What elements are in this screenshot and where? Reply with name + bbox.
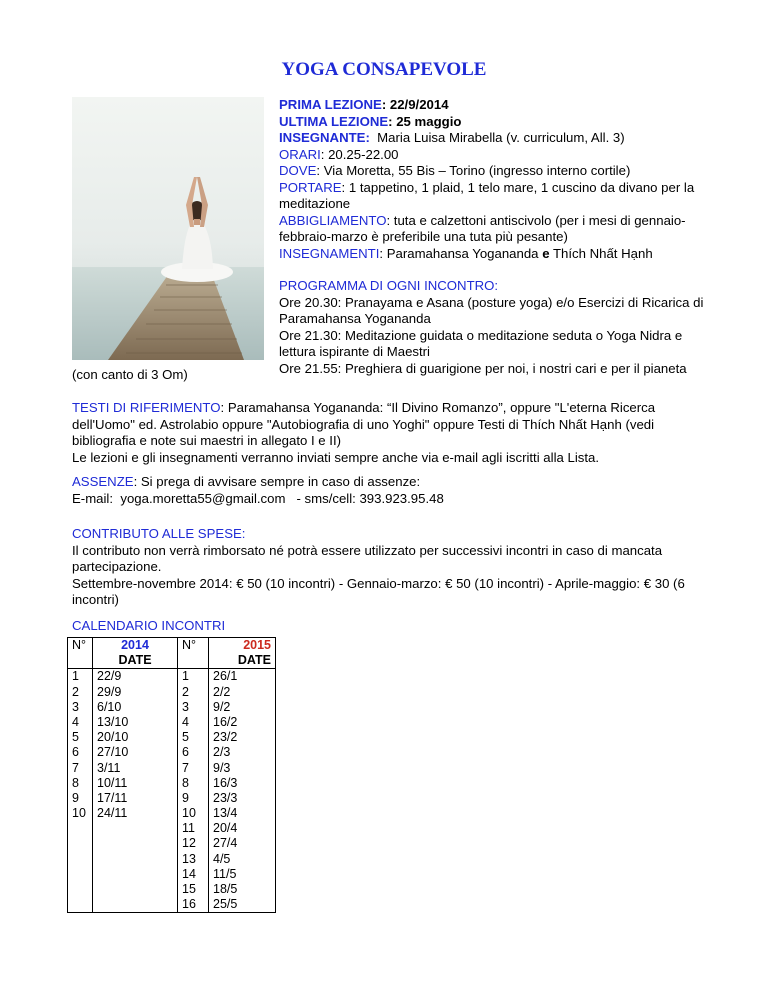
contributo-text: Il contributo non verrà rimborsato né potrà essere utilizzato per successivi incontri in caso di mancata partecipazione.	[72, 542, 663, 574]
calendar-date-2015: 23/3	[213, 790, 238, 805]
insegnamenti: INSEGNAMENTI: Paramahansa Yogananda e Thích Nhất Hạnh	[279, 245, 653, 261]
calendar-date-2014: 22/9	[97, 669, 122, 684]
calendar-date-2014: 3/11	[97, 760, 121, 775]
calendar-number-2014: 3	[72, 699, 79, 714]
calendar-number-2015: 8	[182, 775, 189, 790]
calendar-date-2014: 10/11	[97, 775, 128, 790]
contributo-section	[72, 526, 712, 609]
calendar-date-2014: 24/11	[97, 806, 128, 821]
calendar-number-2015: 2	[182, 684, 189, 699]
calendar-number-2014: 8	[72, 775, 79, 790]
numbers-2014	[68, 669, 93, 913]
calendar-date-2015: 27/4	[213, 836, 238, 851]
portare: PORTARE: 1 tappetino, 1 plaid, 1 telo mare, 1 cuscino da divano per la meditazione	[279, 179, 695, 211]
orari: ORARI: 20.25-22.00	[279, 146, 399, 162]
programma-continuation: (con canto di 3 Om)	[72, 367, 188, 382]
calendar-date-2014: 17/11	[97, 790, 128, 805]
col-date-header-2014: 2014 DATE	[93, 638, 178, 669]
dove: DOVE: Via Moretta, 55 Bis – Torino (ingresso interno cortile)	[279, 163, 631, 178]
col-n-header-2015: N°	[178, 638, 209, 669]
insegnante: INSEGNANTE: Maria Luisa Mirabella (v. curriculum, All. 3)	[279, 130, 625, 145]
programma-label: PROGRAMMA DI OGNI INCONTRO:	[279, 278, 499, 293]
abbigliamento: ABBIGLIAMENTO: tuta e calzettoni antiscivolo (per i mesi di gennaio-febbraio-marzo è preferibile una tuta più pesante)	[279, 212, 686, 244]
calendar-number-2014: 5	[72, 730, 79, 745]
numbers-2015	[178, 669, 209, 913]
page-title: YOGA CONSAPEVOLE	[281, 59, 487, 80]
contributo-prices: Settembre-novembre 2014: € 50 (10 incontri) - Gennaio-marzo: € 50 (10 incontri) - Aprile-maggio: € 30 (6 incontri)	[72, 575, 685, 607]
assenze-contact: E-mail: yoga.moretta55@gmail.com - sms/cell: 393.923.95.48	[72, 490, 444, 506]
calendar-number-2015: 10	[182, 806, 196, 821]
calendar-number-2015: 14	[182, 866, 196, 881]
calendar-date-2015: 25/5	[213, 897, 238, 912]
calendario-label: CALENDARIO INCONTRI	[72, 618, 226, 633]
dates-2015	[209, 669, 276, 913]
col-n-header-2014: N°	[68, 638, 93, 669]
calendar-number-2015: 12	[182, 836, 196, 851]
calendar-date-2014: 20/10	[97, 730, 129, 745]
info-block	[279, 97, 709, 377]
prima-lezione: PRIMA LEZIONE: 22/9/2014	[279, 97, 449, 112]
programma-line-2: Ore 21.30: Meditazione guidata o meditazione seduta o Yoga Nidra e lettura ispirante di Maestri	[279, 327, 683, 359]
calendar-date-2015: 2/3	[213, 745, 231, 760]
testi-section	[72, 400, 712, 466]
calendar-date-2015: 9/2	[213, 699, 231, 714]
calendar-number-2015: 15	[182, 882, 196, 896]
calendar-number-2015: 9	[182, 790, 189, 805]
calendar-number-2015: 5	[182, 730, 189, 745]
calendar-number-2014: 1	[72, 669, 79, 684]
calendar-table	[67, 637, 276, 913]
calendar-date-2015: 16/3	[213, 775, 238, 790]
calendar-number-2015: 16	[182, 897, 196, 912]
assenze-label: ASSENZE	[72, 474, 134, 489]
ultima-lezione: ULTIMA LEZIONE: 25 maggio	[279, 113, 462, 129]
calendar-number-2015: 6	[182, 745, 189, 760]
calendar-number-2014: 6	[72, 745, 79, 760]
col-date-header-2015: 2015 DATE	[209, 638, 276, 669]
calendar-date-2015: 18/5	[213, 882, 238, 896]
yoga-photo	[72, 97, 264, 360]
calendar-number-2014: 2	[72, 684, 79, 699]
yoga-pose-image	[72, 97, 264, 360]
calendar-date-2015: 16/2	[213, 714, 238, 729]
dates-2014	[93, 669, 178, 913]
calendar-date-2014: 6/10	[97, 699, 122, 714]
calendar-date-2015: 4/5	[213, 851, 231, 866]
calendar-number-2015: 11	[182, 821, 195, 836]
contributo-label: CONTRIBUTO ALLE SPESE:	[72, 526, 246, 541]
calendar-date-2015: 13/4	[213, 806, 238, 821]
calendar-number-2015: 1	[182, 669, 189, 684]
testi-note: Le lezioni e gli insegnamenti verranno inviati sempre anche via e-mail agli iscritti alla Lista.	[72, 449, 600, 465]
calendar-date-2015: 23/2	[213, 730, 238, 745]
programma-line-1: Ore 20.30: Pranayama e Asana (posture yoga) e/o Esercizi di Ricarica di Paramahansa Yogananda	[279, 294, 704, 326]
calendar-date-2015: 26/1	[213, 669, 238, 684]
calendar-number-2015: 4	[182, 714, 189, 729]
calendar-number-2014: 7	[72, 760, 79, 775]
calendar-date-2015: 2/2	[213, 684, 231, 699]
testi-text: : Paramahansa Yogananda: “Il Divino Romanzo”, oppure "L'eterna Ricerca dell'Uomo" ed. Astrolabio oppure "Autobiografia di uno Yoghi" oppure Testi di Thích Nhất Hạnh (vedi bibliografia e note sui maestri in allegato I e II)	[72, 400, 656, 448]
calendar-date-2014: 29/9	[97, 684, 122, 699]
testi-label: TESTI DI RIFERIMENTO	[72, 400, 221, 415]
calendar-date-2015: 9/3	[213, 760, 231, 775]
calendar-date-2014: 27/10	[97, 745, 129, 760]
calendar-number-2014: 4	[72, 714, 79, 729]
calendar-number-2015: 13	[182, 851, 196, 866]
programma-line-3: Ore 21.55: Preghiera di guarigione per noi, i nostri cari e per il pianeta	[279, 360, 687, 376]
calendar-number-2014: 9	[72, 790, 79, 805]
calendar-date-2014: 13/10	[97, 714, 129, 729]
calendar-number-2014: 10	[72, 806, 86, 821]
calendar-date-2015: 20/4	[213, 821, 238, 836]
calendar-number-2015: 3	[182, 699, 189, 714]
calendar-date-2015: 11/5	[213, 866, 237, 881]
calendar-number-2015: 7	[182, 760, 189, 775]
assenze-text: : Si prega di avvisare sempre in caso di assenze:	[133, 474, 421, 489]
assenze-section	[72, 474, 712, 507]
